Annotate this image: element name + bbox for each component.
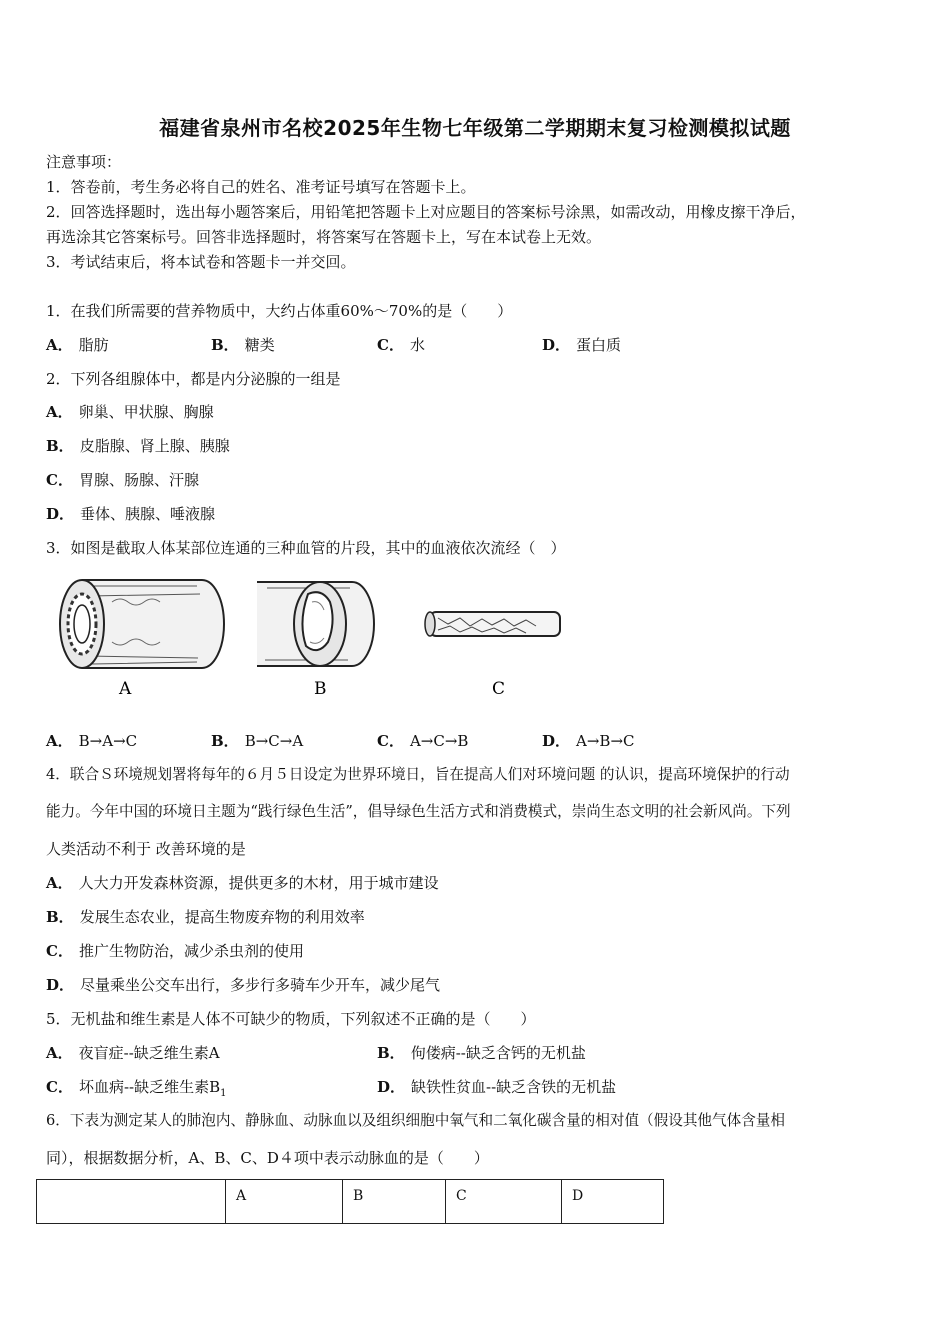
option-label: C． [377, 336, 404, 354]
option-label: B． [46, 908, 74, 926]
q2-option-b[interactable] [46, 436, 230, 456]
q2-option-c[interactable] [46, 470, 199, 490]
option-text: 垂体、胰腺、唾液腺 [80, 505, 216, 523]
option-label: D． [542, 336, 571, 354]
option-text: 人大力开发森林资源，提供更多的木材，用于城市建设 [78, 874, 439, 892]
q1-option-b[interactable] [211, 335, 275, 355]
question-6-stem-line: 6．下表为测定某人的肺泡内、静脉血、动脉血以及组织细胞中氧气和二氧化碳含量的相对值（假设其他气体含量相 [46, 1112, 785, 1129]
question-6-stem-line: 同），根据数据分析，A、B、C、D４项中表示动脉血的是（ ） [46, 1149, 489, 1167]
option-text: 坏血病--缺乏维生素B [78, 1078, 221, 1096]
option-text: 尽量乘坐公交车出行，多步行多骑车少开车，减少尾气 [80, 976, 441, 994]
blood-vessel-figure [52, 572, 582, 707]
q4-option-b[interactable] [46, 907, 365, 927]
q3-option-d[interactable] [542, 731, 635, 751]
option-text: 卵巢、甲状腺、胸腺 [78, 403, 214, 421]
vessel-a-illustration [60, 580, 224, 668]
table-header-cell: A [226, 1180, 343, 1224]
q5-option-c[interactable] [46, 1077, 227, 1104]
option-text: B→A→C [78, 732, 138, 750]
option-label: A． [46, 336, 73, 354]
option-label: B． [46, 437, 74, 455]
q5-option-a[interactable] [46, 1043, 220, 1063]
notice-item: 再选涂其它答案标号。回答非选择题时，将答案写在答题卡上，写在本试卷上无效。 [46, 228, 602, 246]
option-label: B． [377, 1044, 405, 1062]
option-label: B． [211, 732, 239, 750]
vessel-c-illustration [425, 612, 560, 636]
question-2-stem: 2．下列各组腺体中，都是内分泌腺的一组是 [46, 370, 341, 388]
option-text: 糖类 [244, 336, 275, 354]
option-text: 发展生态农业，提高生物废弃物的利用效率 [79, 908, 365, 926]
option-text: A→C→B [409, 732, 469, 750]
q4-option-a[interactable] [46, 873, 439, 893]
question-4-stem-line: 人类活动不利于 改善环境的是 [46, 840, 246, 858]
question-4-stem-line: 4．联合Ｓ环境规划署将每年的６月５日设定为世界环境日，旨在提高人们对环境问题 的认识，提高环境保护的行动 [46, 766, 790, 783]
option-text: 脂肪 [78, 336, 109, 354]
question-4-stem-line: 能力。今年中国的环境日主题为“践行绿色生活”，倡导绿色生活方式和消费模式，崇尚生态文明的社会新风尚。下列 [46, 803, 791, 820]
figure-label-b: B [314, 679, 327, 699]
vessel-b-illustration [257, 582, 374, 666]
page-title: 福建省泉州市名校2025年生物七年级第二学期期末复习检测模拟试题 [159, 116, 791, 140]
q3-option-c[interactable] [377, 731, 468, 751]
q1-option-c[interactable] [377, 335, 425, 355]
option-label: C． [377, 732, 404, 750]
q2-option-d[interactable] [46, 504, 215, 524]
option-label: D． [542, 732, 571, 750]
option-label: D． [46, 976, 75, 994]
notice-item: 3．考试结束后，将本试卷和答题卡一并交回。 [46, 253, 356, 271]
option-text: B→C→A [244, 732, 304, 750]
q5-option-b[interactable] [377, 1043, 586, 1063]
option-label: A． [46, 732, 73, 750]
q4-option-d[interactable] [46, 975, 440, 995]
option-text: 蛋白质 [576, 336, 622, 354]
option-label: D． [377, 1078, 406, 1096]
option-label: D． [46, 505, 75, 523]
question-3-stem: 3．如图是截取人体某部位连通的三种血管的片段，其中的血液依次流经（ ） [46, 539, 566, 557]
question-1-stem: 1．在我们所需要的营养物质中，大约占体重60%～70%的是（ ） [46, 302, 513, 320]
figure-label-c: C [492, 679, 506, 699]
option-text: 佝偻病--缺乏含钙的无机盐 [410, 1044, 586, 1062]
figure-label-a: A [119, 679, 132, 699]
subscript: 1 [220, 1088, 227, 1099]
option-text: 夜盲症--缺乏维生素A [78, 1044, 220, 1062]
option-text: A→B→C [576, 732, 635, 750]
option-text: 水 [409, 336, 425, 354]
option-label: A． [46, 874, 73, 892]
notice-heading: 注意事项： [46, 153, 122, 171]
table-header-cell: D [562, 1180, 664, 1224]
option-label: C． [46, 1078, 73, 1096]
option-label: B． [211, 336, 239, 354]
table-header-cell: B [343, 1180, 446, 1224]
option-text: 推广生物防治，减少杀虫剂的使用 [78, 942, 304, 960]
question-5-stem: 5．无机盐和维生素是人体不可缺少的物质，下列叙述不正确的是（ ） [46, 1010, 536, 1028]
table-header-cell: C [446, 1180, 562, 1224]
table-row [37, 1180, 664, 1224]
table-header-cell [37, 1180, 226, 1224]
q4-option-c[interactable] [46, 941, 304, 961]
gas-content-table [36, 1179, 664, 1224]
option-text: 胃腺、肠腺、汗腺 [78, 471, 199, 489]
q3-option-a[interactable] [46, 731, 137, 751]
notice-item: 2．回答选择题时，选出每小题答案后，用铅笔把答题卡上对应题目的答案标号涂黑，如需改动，用橡皮擦干净后， [46, 203, 806, 221]
option-label: C． [46, 942, 73, 960]
option-label: C． [46, 471, 73, 489]
option-text: 皮脂腺、肾上腺、胰腺 [79, 437, 230, 455]
q3-option-b[interactable] [211, 731, 303, 751]
q2-option-a[interactable] [46, 402, 214, 422]
option-label: A． [46, 1044, 73, 1062]
q1-option-a[interactable] [46, 335, 109, 355]
q5-option-d[interactable] [377, 1077, 616, 1097]
option-text: 缺铁性贫血--缺乏含铁的无机盐 [411, 1078, 617, 1096]
option-label: A． [46, 403, 73, 421]
notice-item: 1．答卷前，考生务必将自己的姓名、准考证号填写在答题卡上。 [46, 178, 476, 196]
q1-option-d[interactable] [542, 335, 621, 355]
